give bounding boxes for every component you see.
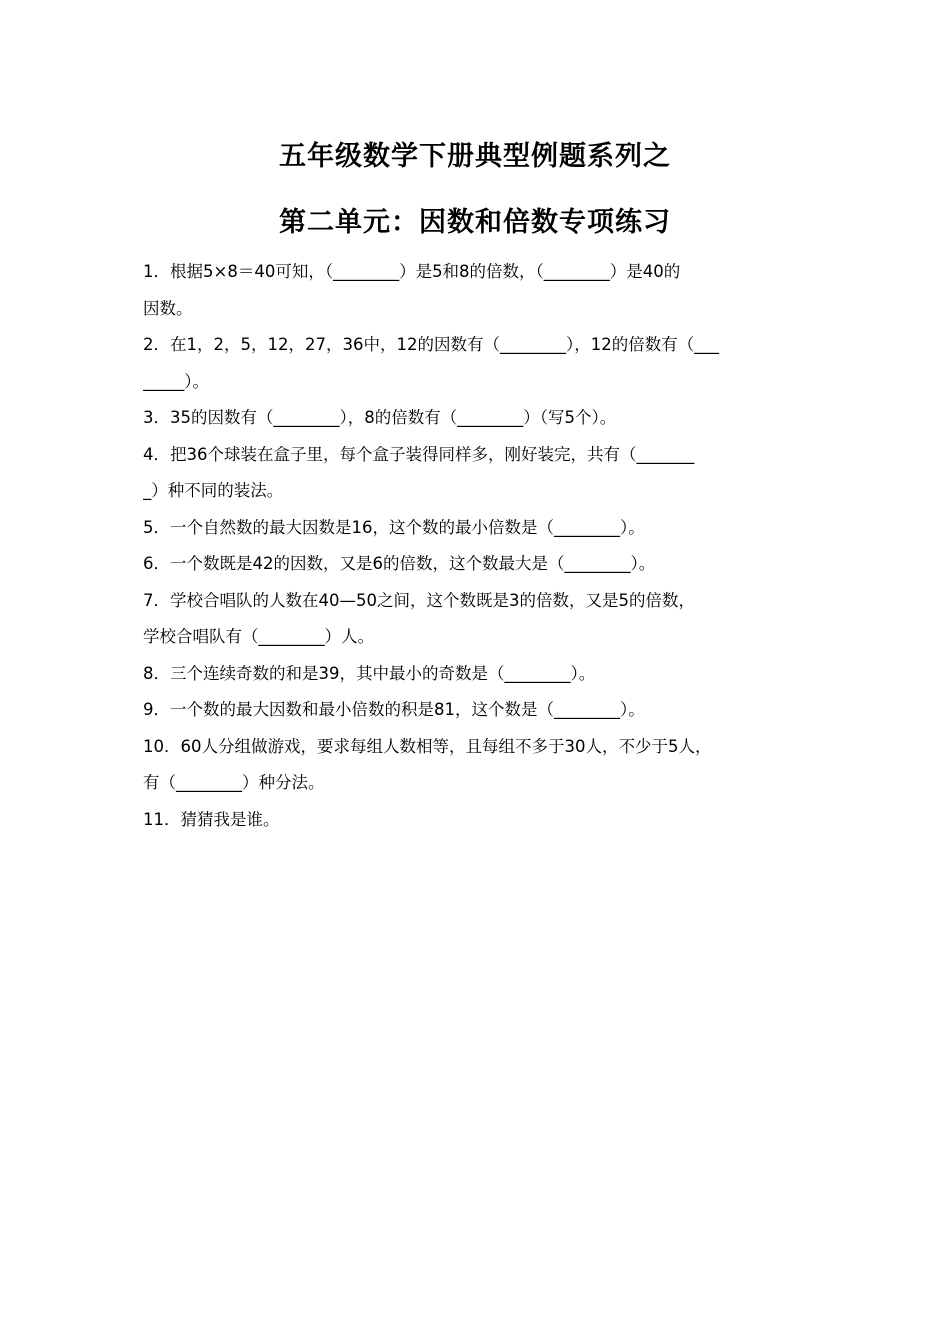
question-8 <box>143 656 808 693</box>
question-line: 11．猜猜我是谁。 <box>143 809 280 829</box>
question-line: _____）。 <box>143 371 209 391</box>
question-11 <box>143 802 808 839</box>
question-line: 学校合唱队有（________）人。 <box>143 627 374 646</box>
question-5 <box>143 510 808 547</box>
question-9 <box>143 692 808 729</box>
question-line: 10．60人分组做游戏，要求每组人数相等，且每组不多于30人，不少于5人， <box>143 736 712 756</box>
question-line: 8．三个连续奇数的和是39，其中最小的奇数是（________）。 <box>143 663 596 683</box>
question-line: 6．一个数既是42的因数，又是6的倍数，这个数最大是（________）。 <box>143 554 656 573</box>
question-line: 4．把36个球装在盒子里，每个盒子装得同样多，刚好装完，共有（_______ <box>143 444 695 464</box>
question-2 <box>143 327 808 400</box>
question-line: 5．一个自然数的最大因数是16，这个数的最小倍数是（________）。 <box>143 517 645 537</box>
document-subtitle: 第二单元：因数和倍数专项练习 <box>279 207 671 238</box>
document-title: 五年级数学下册典型例题系列之 <box>279 141 671 172</box>
question-line: 7．学校合唱队的人数在40—50之间，这个数既是3的倍数，又是5的倍数， <box>143 590 695 610</box>
question-6 <box>143 546 808 583</box>
question-3 <box>143 400 808 437</box>
question-line: 3．35的因数有（________），8的倍数有（________）（写5个）。 <box>143 408 617 427</box>
question-line: 有（________）种分法。 <box>143 773 325 792</box>
question-list <box>143 254 808 838</box>
question-line: 2．在1，2，5，12，27，36中，12的因数有（________），12的倍数有（___ <box>143 335 719 354</box>
question-4 <box>143 437 808 510</box>
question-7 <box>143 583 808 656</box>
question-line: _）种不同的装法。 <box>143 481 284 500</box>
question-line: 1．根据5×8＝40可知，（________）是5和8的倍数，（________）是40的 <box>143 262 681 281</box>
question-1 <box>143 254 808 327</box>
question-line: 9．一个数的最大因数和最小倍数的积是81，这个数是（________）。 <box>143 700 645 719</box>
question-line: 因数。 <box>143 298 193 318</box>
question-10 <box>143 729 808 802</box>
